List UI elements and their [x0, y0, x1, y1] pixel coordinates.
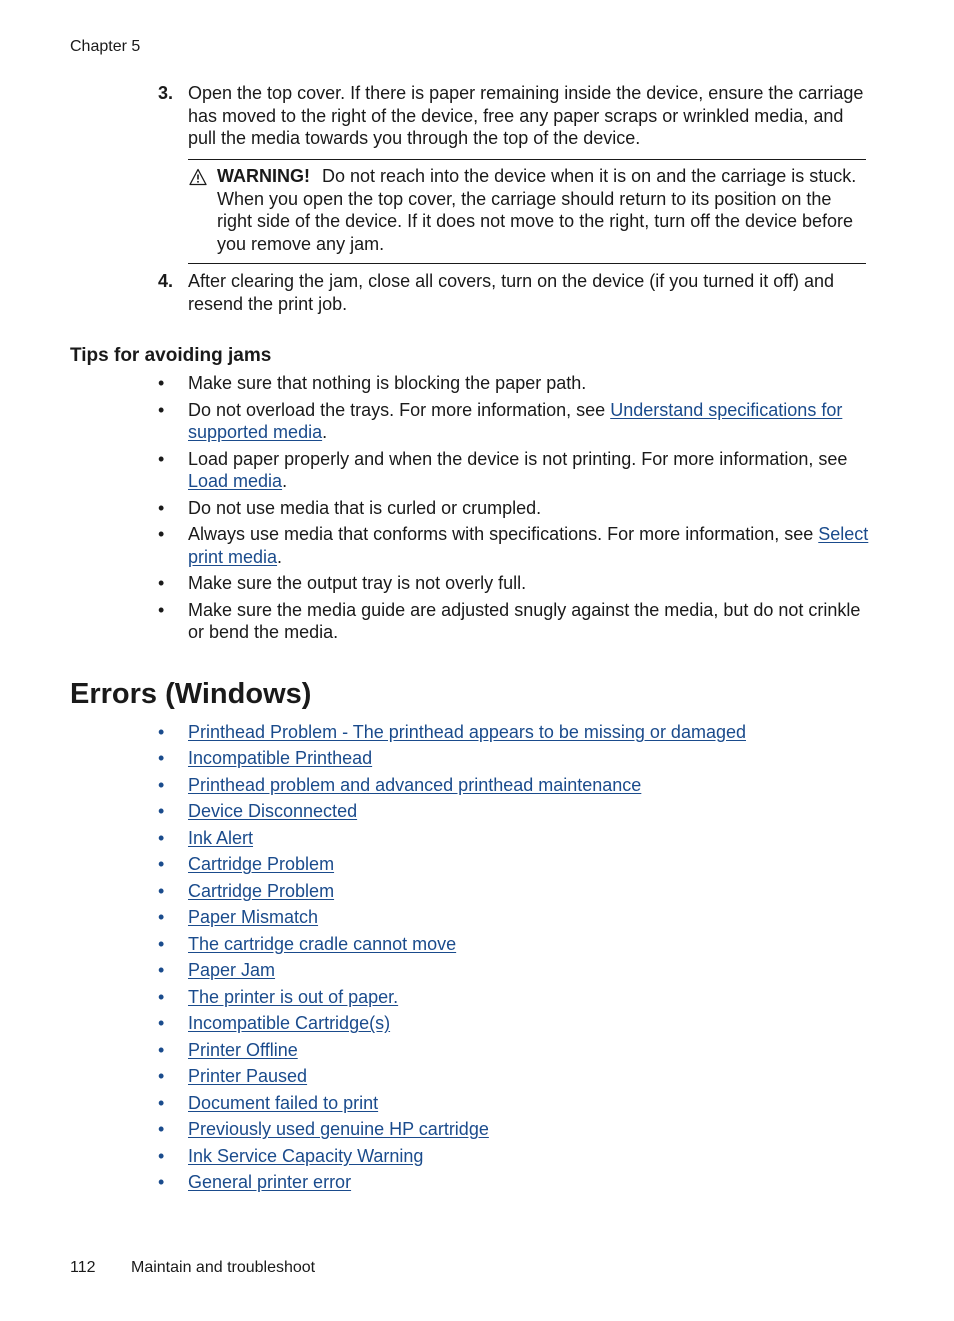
- error-link[interactable]: Cartridge Problem: [188, 854, 335, 875]
- error-item: [158, 774, 870, 800]
- errors-list: [158, 721, 870, 1197]
- tips-heading: Tips for avoiding jams: [70, 345, 272, 366]
- error-link[interactable]: Previously used genuine HP cartridge: [188, 1119, 489, 1140]
- tip-item: [158, 399, 870, 444]
- error-link[interactable]: Incompatible Printhead: [188, 748, 373, 769]
- error-link[interactable]: Printhead problem and advanced printhead maintenance: [188, 774, 642, 795]
- step-number: 3.: [158, 83, 174, 103]
- tip-text: Do not use media that is curled or crumpled.: [188, 497, 542, 518]
- step-text: Open the top cover. If there is paper remaining inside the device, ensure the carriage has moved to the right of the device, free any paper scraps or wrinkled media, and pull the media towards you through the top of the device.: [188, 83, 864, 148]
- error-link[interactable]: Printhead Problem - The printhead appears to be missing or damaged: [188, 722, 746, 742]
- error-link[interactable]: Paper Jam: [188, 960, 276, 981]
- warning-box: [188, 159, 866, 264]
- bullet: •: [158, 907, 165, 928]
- bullet: •: [158, 854, 165, 875]
- error-item: [158, 986, 870, 1012]
- tip-text: Make sure the output tray is not overly full.: [188, 573, 527, 593]
- bullet: •: [158, 399, 165, 420]
- bullet: •: [158, 1066, 165, 1087]
- error-link[interactable]: Device Disconnected: [188, 801, 358, 822]
- tip-text: Always use media that conforms with specifications. For more information, see: [188, 524, 819, 544]
- warning-text: Do not reach into the device when it is on and the carriage is stuck. When you open the top cover, the carriage should return to its position on the right side of the device. If it does not move to the right, turn off the device before you remove any jam.: [217, 166, 857, 254]
- tip-text: Load paper properly and when the device is not printing. For more information, see: [188, 448, 848, 469]
- error-link[interactable]: Ink Alert: [188, 827, 254, 848]
- tip-punctuation: .: [277, 546, 283, 567]
- error-item: [158, 747, 870, 773]
- step-text: After clearing the jam, close all covers, turn on the device (if you turned it off) and resend the print job.: [188, 271, 834, 314]
- error-item: [158, 906, 870, 932]
- bullet: •: [158, 1039, 165, 1060]
- error-item: [158, 853, 870, 879]
- error-link[interactable]: Paper Mismatch: [188, 907, 319, 928]
- bullet: •: [158, 373, 165, 393]
- bullet: •: [158, 1013, 165, 1034]
- bullet: •: [158, 1119, 165, 1140]
- bullet: •: [158, 1145, 165, 1166]
- bullet: •: [158, 722, 165, 742]
- error-item: [158, 1039, 870, 1065]
- error-link[interactable]: Document failed to print: [188, 1092, 379, 1113]
- bullet: •: [158, 599, 165, 620]
- error-link[interactable]: The printer is out of paper.: [188, 986, 399, 1007]
- tip-item: [158, 372, 870, 395]
- error-item: [158, 1118, 870, 1144]
- bullet: •: [158, 1171, 165, 1192]
- bullet: •: [158, 880, 165, 901]
- error-item: [158, 1092, 870, 1118]
- tip-punctuation: .: [322, 422, 328, 442]
- link-load-media[interactable]: Load media: [188, 471, 283, 491]
- footer-section-title: Maintain and troubleshoot: [131, 1259, 316, 1276]
- error-item: [158, 721, 870, 747]
- error-link[interactable]: The cartridge cradle cannot move: [188, 933, 457, 954]
- errors-heading: Errors (Windows): [70, 678, 312, 710]
- step-number: 4.: [158, 271, 174, 291]
- warning-text-block: [217, 165, 867, 255]
- bullet: •: [158, 801, 165, 822]
- tips-list: [158, 372, 870, 648]
- error-link[interactable]: Printer Paused: [188, 1066, 308, 1087]
- error-link[interactable]: General printer error: [188, 1171, 352, 1192]
- error-link[interactable]: Ink Service Capacity Warning: [188, 1145, 424, 1166]
- bullet: •: [158, 1092, 165, 1113]
- bullet: •: [158, 774, 165, 795]
- tip-punctuation: .: [282, 471, 288, 491]
- warning-triangle-icon: [189, 168, 207, 186]
- bullet: •: [158, 827, 165, 848]
- bullet: •: [158, 497, 165, 518]
- chapter-label: Chapter 5: [70, 38, 141, 55]
- tip-item: [158, 523, 870, 568]
- link-select-print-media[interactable]: Select print media: [188, 524, 869, 567]
- bullet: •: [158, 933, 165, 954]
- error-link[interactable]: Cartridge Problem: [188, 880, 335, 901]
- error-item: [158, 1012, 870, 1038]
- tip-text: Do not overload the trays. For more information, see: [188, 399, 611, 420]
- bullet: •: [158, 448, 165, 469]
- error-link[interactable]: Printer Offline: [188, 1039, 298, 1060]
- bullet: •: [158, 960, 165, 981]
- tip-text: Make sure the media guide are adjusted snugly against the media, but do not crinkle or bend the media.: [188, 599, 861, 642]
- bullet: •: [158, 524, 165, 544]
- error-item: [158, 800, 870, 826]
- tip-item: [158, 599, 870, 644]
- error-item: [158, 827, 870, 853]
- tip-text: Make sure that nothing is blocking the paper path.: [188, 373, 587, 393]
- bullet: •: [158, 748, 165, 769]
- tip-item: [158, 448, 870, 493]
- bullet: •: [158, 573, 165, 593]
- warning-label: WARNING!: [217, 166, 310, 186]
- link-understand-specifications[interactable]: Understand specifications for supported media: [188, 399, 843, 442]
- error-item: [158, 880, 870, 906]
- error-item: [158, 1171, 870, 1197]
- tip-item: [158, 572, 870, 595]
- error-link[interactable]: Incompatible Cartridge(s): [188, 1013, 391, 1034]
- tip-item: [158, 497, 870, 520]
- error-item: [158, 959, 870, 985]
- error-item: [158, 933, 870, 959]
- bullet: •: [158, 986, 165, 1007]
- footer-page-number: 112: [70, 1259, 96, 1276]
- error-item: [158, 1065, 870, 1091]
- error-item: [158, 1145, 870, 1171]
